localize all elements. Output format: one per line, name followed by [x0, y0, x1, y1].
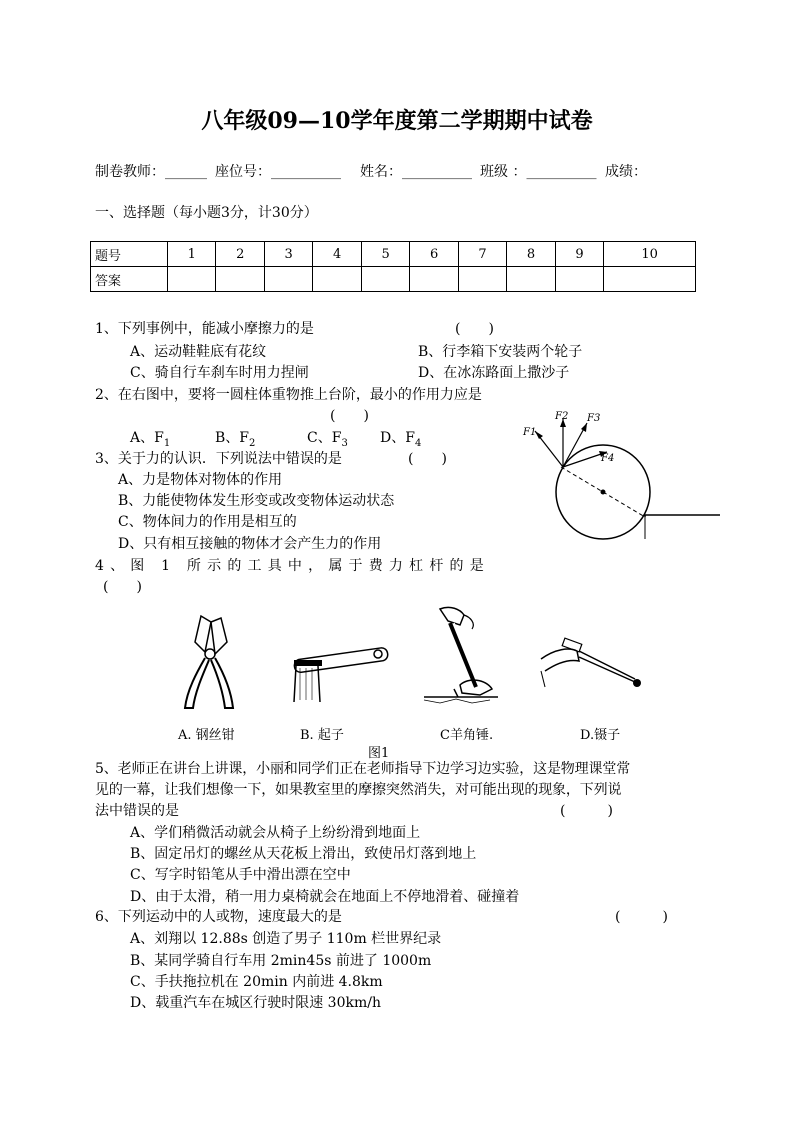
q2-option-c: C、$F_3$ [307, 430, 348, 449]
table-cell: 5 [361, 242, 409, 267]
q1-option-b: B、行李箱下安装两个轮子 [418, 344, 583, 360]
q6-option-c: C、手扶拖拉机在 20min 内前进 4.8km [130, 974, 383, 990]
score-field: 成绩： [605, 164, 647, 180]
q5-option-b: B、固定吊灯的螺丝从天花板上滑出，致使吊灯落到地上 [130, 846, 477, 862]
f3-label: F3 [587, 413, 601, 424]
q5-paren: ( ) [560, 803, 613, 819]
f4-label: F4 [601, 453, 615, 464]
answer-cell[interactable] [313, 267, 361, 292]
answer-cell[interactable] [168, 267, 216, 292]
answer-cell[interactable] [604, 267, 696, 292]
q4-paren: ( ) [103, 579, 142, 595]
q2-paren: ( ) [330, 408, 369, 424]
q6-option-a: A、刘翔以 12.88s 创造了男子 110m 栏世界纪录 [130, 931, 442, 947]
tool-caption-a: A. 钢丝钳 [178, 728, 235, 743]
answer-cell[interactable] [264, 267, 312, 292]
q6-paren: ( ) [615, 909, 668, 925]
table-cell: 8 [507, 242, 555, 267]
q1-option-c: C、骑自行车刹车时用力捏闸 [130, 365, 309, 381]
q6-option-b: B、某同学骑自行车用 2min45s 前进了 1000m [130, 953, 432, 969]
q5-line3: 法中错误的是 [95, 803, 179, 819]
figure-caption: 图1 [368, 746, 390, 761]
q3-paren: ( ) [408, 451, 447, 467]
f1-label: F1 [523, 427, 537, 438]
tweezers-icon [535, 635, 650, 695]
table-header-cell: 题号 [91, 242, 168, 267]
q3-option-b: B、力能使物体发生形变或改变物体运动状态 [118, 493, 395, 509]
teacher-field: 制卷教师：______ [95, 164, 207, 180]
q6-option-d: D、载重汽车在城区行驶时限速 30km/h [130, 995, 381, 1011]
q5-line2: 见的一幕，让我们想像一下，如果教室里的摩擦突然消失，对可能出现的现象，下列说 [95, 782, 622, 798]
q2-option-a: A、$F_1$ [130, 430, 171, 449]
q5-option-c: C、写字时铅笔从手中滑出漂在空中 [130, 867, 351, 883]
answer-table [90, 241, 696, 292]
table-row [91, 242, 696, 267]
q3-stem: 3、关于力的认识．下列说法中错误的是 [95, 451, 342, 467]
table-row [91, 267, 696, 292]
table-cell: 10 [604, 242, 696, 267]
answer-cell[interactable] [361, 267, 409, 292]
table-cell: 3 [264, 242, 312, 267]
bottle-opener-icon [288, 640, 393, 705]
q3-option-c: C、物体间力的作用是相互的 [118, 514, 297, 530]
tool-caption-b: B. 起子 [300, 728, 344, 743]
cylinder-step-figure [515, 405, 725, 550]
name-field: 姓名：__________ [360, 164, 472, 180]
answer-cell[interactable] [458, 267, 506, 292]
answer-cell[interactable] [555, 267, 603, 292]
table-cell: 4 [313, 242, 361, 267]
section-heading: 一、选择题（每小题3分，计30分） [95, 205, 318, 221]
table-header-cell: 答案 [91, 267, 168, 292]
table-cell: 6 [410, 242, 458, 267]
q5-option-d: D、由于太滑，稍一用力桌椅就会在地面上不停地滑着、碰撞着 [130, 889, 520, 905]
tool-caption-d: D.镊子 [580, 728, 621, 743]
q6-stem: 6、下列运动中的人或物，速度最大的是 [95, 909, 342, 925]
q3-option-a: A、力是物体对物体的作用 [118, 472, 283, 488]
q5-line1: 5、老师正在讲台上讲课，小丽和同学们正在老师指导下边学习边实验，这是物理课堂常 [95, 761, 631, 777]
table-cell: 9 [555, 242, 603, 267]
q2-option-b: B、$F_2$ [215, 430, 256, 449]
q2-option-d: D、$F_4$ [380, 430, 422, 449]
q1-paren: ( ) [455, 321, 494, 337]
seat-field: 座位号：__________ [215, 164, 341, 180]
tool-caption-c: C羊角锤. [440, 728, 494, 743]
q1-option-a: A、运动鞋鞋底有花纹 [130, 344, 267, 360]
table-cell: 1 [168, 242, 216, 267]
table-cell: 7 [458, 242, 506, 267]
q1-option-d: D、在冰冻路面上撒沙子 [418, 365, 570, 381]
q1-stem: 1、下列事例中，能减小摩擦力的是 [95, 321, 314, 337]
class-field: 班级 ：__________ [480, 164, 597, 180]
q2-stem: 2、在右图中，要将一圆柱体重物推上台阶，最小的作用力应是 [95, 387, 482, 403]
claw-hammer-icon [420, 605, 500, 710]
answer-cell[interactable] [216, 267, 264, 292]
q3-option-d: D、只有相互接触的物体才会产生力的作用 [118, 536, 382, 552]
q5-option-a: A、学们稍微活动就会从椅子上纷纷滑到地面上 [130, 825, 421, 841]
answer-cell[interactable] [410, 267, 458, 292]
q4-stem: 4、图 1 所示的工具中，属于费力杠杆的是 [95, 558, 490, 574]
page-title: 八年级09—10学年度第二学期期中试卷 [201, 108, 593, 134]
answer-cell[interactable] [507, 267, 555, 292]
table-cell: 2 [216, 242, 264, 267]
f2-label: F2 [555, 411, 569, 422]
pliers-icon [175, 612, 245, 712]
